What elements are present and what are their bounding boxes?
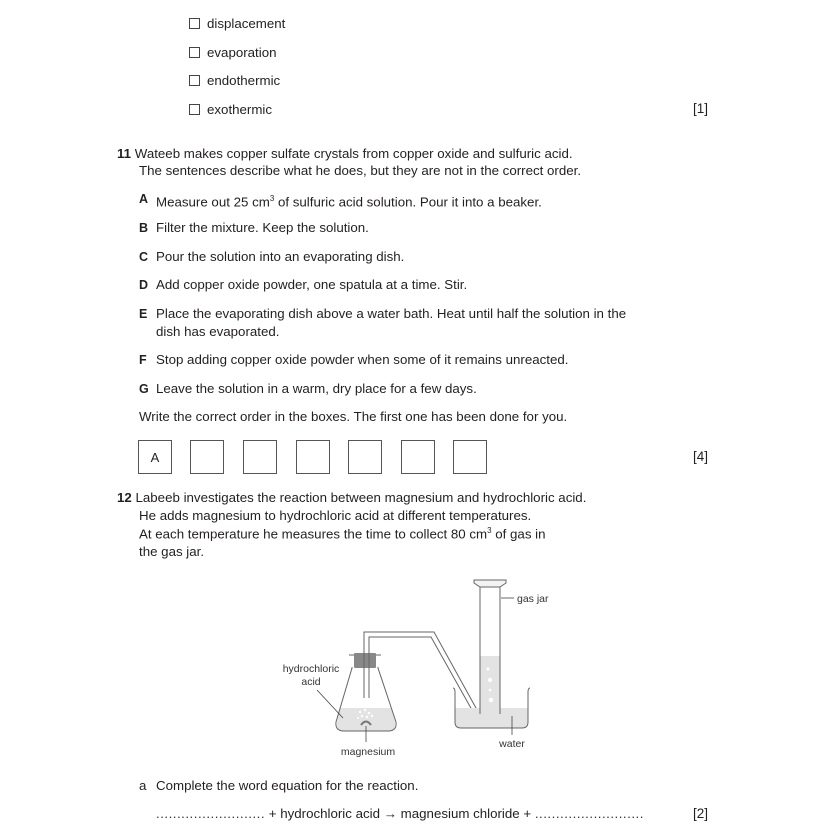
- step-c-text: Pour the solution into an evaporating dish.: [156, 249, 405, 264]
- marks-q11: [4]: [693, 449, 709, 464]
- word-equation: [156, 806, 644, 821]
- q12-stem-line4: the gas jar.: [139, 544, 205, 559]
- answer-box-1: A: [138, 440, 172, 474]
- marks-q10: [1]: [693, 101, 709, 116]
- option-label: endothermic: [207, 73, 281, 88]
- answer-blank-1[interactable]: ..........................: [156, 806, 266, 821]
- option-label: evaporation: [207, 45, 277, 60]
- marks-q12a: [2]: [693, 806, 709, 821]
- step-letter: C: [139, 250, 149, 264]
- delivery-tube-icon: [364, 632, 497, 718]
- q11-stem-line2: The sentences describe what he does, but they are not in the correct order.: [139, 163, 582, 178]
- step-f-text: Stop adding copper oxide powder when some of it remains unreacted.: [156, 352, 569, 367]
- part-letter: a: [139, 778, 147, 793]
- equation-middle: + hydrochloric acid → magnesium chloride +: [268, 806, 532, 821]
- step-e-text-line1: Place the evaporating dish above a water bath. Heat until half the solution in the: [156, 306, 627, 321]
- q12-stem-line1: 12 Labeeb investigates the reaction between magnesium and hydrochloric acid.: [117, 490, 587, 505]
- label-water: water: [499, 738, 525, 750]
- step-letter: A: [139, 192, 149, 206]
- part-a-prompt: Complete the word equation for the reaction.: [156, 778, 419, 793]
- label-gas-jar: gas jar: [517, 593, 549, 605]
- step-b-text: Filter the mixture. Keep the solution.: [156, 220, 369, 235]
- gas-jar-icon: [474, 580, 506, 714]
- q12-stem-line3: At each temperature he measures the time to collect 80 $cm^3$ of gas in: [139, 526, 546, 542]
- step-g-text: Leave the solution in a warm, dry place for a few days.: [156, 381, 477, 396]
- label-magnesium: magnesium: [340, 746, 396, 758]
- step-letter: F: [139, 353, 147, 367]
- answer-blank-2[interactable]: ..........................: [534, 806, 644, 821]
- step-d-text: Add copper oxide powder, one spatula at a time. Stir.: [156, 277, 468, 292]
- question-number: 11: [117, 146, 132, 161]
- step-letter: E: [139, 307, 148, 321]
- step-letter: G: [139, 382, 149, 396]
- q12-stem-line2: He adds magnesium to hydrochloric acid at different temperatures.: [139, 508, 532, 523]
- option-label: exothermic: [207, 102, 273, 117]
- q11-instruction: Write the correct order in the boxes. The first one has been done for you.: [139, 409, 568, 424]
- conical-flask-icon: [336, 653, 396, 731]
- step-letter: D: [139, 278, 149, 292]
- step-letter: B: [139, 221, 149, 235]
- label-hydrochloric: hydrochloric: [282, 663, 340, 675]
- question-number: 12: [117, 490, 132, 505]
- step-a-text: Measure out 25 $cm^3$ of sulfuric acid solution. Pour it into a beaker.: [156, 194, 542, 210]
- q11-stem-line1: 11 Wateeb makes copper sulfate crystals from copper oxide and sulfuric acid.: [117, 146, 573, 161]
- label-acid: acid: [301, 676, 321, 688]
- option-label: displacement: [207, 16, 286, 31]
- step-e-text-line2: dish has evaporated.: [156, 324, 280, 339]
